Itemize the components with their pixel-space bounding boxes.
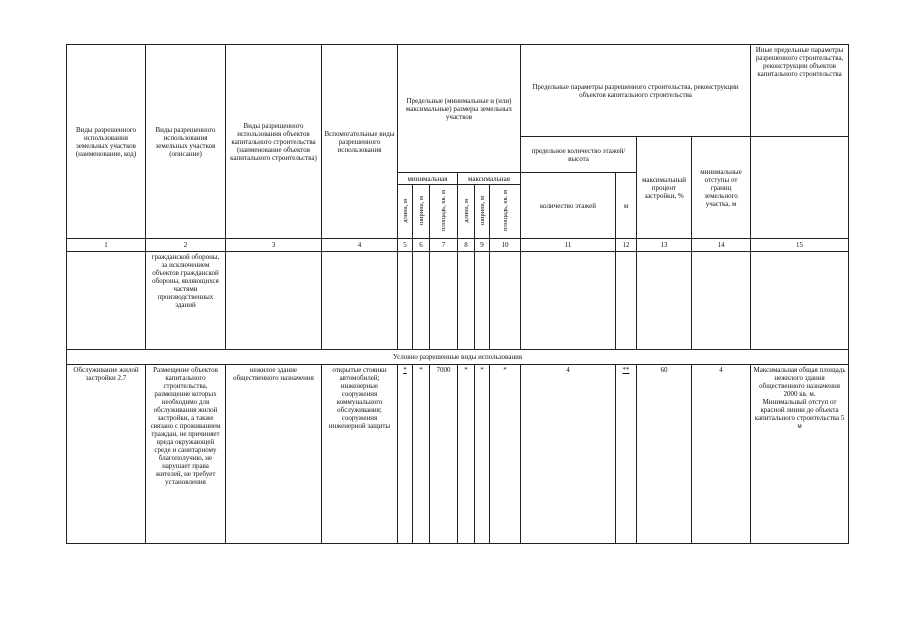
header-plot-sizes: Предельные (минимальные и (или) максимальные) размеры земельных участков: [398, 45, 521, 173]
row-height-m: **: [616, 365, 637, 544]
row-building-use: нежилое здание общественного назначения: [226, 365, 322, 544]
column-number: 6: [413, 239, 430, 252]
column-number: 4: [322, 239, 398, 252]
row-max-width: *: [475, 365, 490, 544]
header-max-length-cell: [458, 185, 475, 239]
row-land-use-type: Обслуживание жилой застройки 2.7: [67, 365, 146, 544]
row-floors-count: 4: [521, 365, 616, 544]
row-min-width: *: [413, 365, 430, 544]
row-min-length: *: [398, 365, 413, 544]
cell-empty: [751, 252, 849, 350]
column-number: 12: [616, 239, 637, 252]
header-min-area-cell: [430, 185, 458, 239]
header-meters: м: [616, 173, 637, 239]
cell-empty: [616, 252, 637, 350]
row-min-setback: 4: [692, 365, 751, 544]
cell-empty: [521, 252, 616, 350]
header-construction-params: Предельные параметры разрешенного строительства, реконструкции объектов капитального строительства: [521, 45, 751, 137]
header-other-empty: [751, 137, 849, 239]
cell-empty: [413, 252, 430, 350]
header-max-width: ширина, м: [478, 196, 486, 225]
header-maximal: максимальная: [458, 173, 521, 185]
header-max-area-cell: [490, 185, 521, 239]
column-number: 7: [430, 239, 458, 252]
cell-empty: [475, 252, 490, 350]
header-other-params: Иные предельные параметры разрешенного строительства, реконструкции объектов капитального строительства: [751, 45, 849, 137]
header-max-width-cell: [475, 185, 490, 239]
column-number: 2: [146, 239, 226, 252]
header-minimal: минимальная: [398, 173, 458, 185]
cell-empty: [398, 252, 413, 350]
continuation-description: гражданской обороны, за исключением объектов гражданской обороны, являющихся частями производственных зданий: [146, 252, 226, 350]
header-floors-count: количество этажей: [521, 173, 616, 239]
row-other-params: [751, 365, 849, 544]
column-number: 8: [458, 239, 475, 252]
column-number: 14: [692, 239, 751, 252]
table-row: [67, 365, 849, 544]
cell-empty: [458, 252, 475, 350]
section-title: Условно разрешенные виды использования: [67, 350, 849, 365]
column-number-row: [67, 239, 849, 252]
row-land-use-description: Размещение объектов капитального строительства, размещение которых необходимо для обслуживания жилой застройки, а также связано с проживанием граждан, не причиняет вреда окружающей среде и санитарному благополучию, не нарушает права жителей, не требует установления: [146, 365, 226, 544]
cell-empty: [226, 252, 322, 350]
header-min-width-cell: [413, 185, 430, 239]
header-min-area: площадь, кв. м: [440, 190, 447, 231]
column-number: 5: [398, 239, 413, 252]
header-land-use-description: Виды разрешенного использования земельных участков (описание): [146, 45, 226, 239]
row-max-area: *: [490, 365, 521, 544]
row-max-percent: 60: [637, 365, 692, 544]
header-floors-height: предельное количество этажей/высота: [521, 137, 637, 173]
column-number: 11: [521, 239, 616, 252]
header-auxiliary-uses: Вспомогательные виды разрешенного использования: [322, 45, 398, 239]
cell-empty: [67, 252, 146, 350]
header-min-width: ширина, м: [417, 196, 425, 225]
row-other-params-setback: Минимальный отступ от красной линии до объекта капитального строительства 5 м: [754, 398, 845, 430]
cell-empty: [692, 252, 751, 350]
column-number: 13: [637, 239, 692, 252]
column-number: 3: [226, 239, 322, 252]
header-max-area: площадь, кв. м: [501, 190, 509, 231]
header-max-percent: максимальный процент застройки, %: [637, 137, 692, 239]
cell-empty: [637, 252, 692, 350]
column-number: 1: [67, 239, 146, 252]
row-other-params-area: Максимальная общая площадь нежилого здания общественного назначения 2000 кв. м.: [753, 366, 846, 398]
continuation-row: [67, 252, 849, 350]
cell-empty: [322, 252, 398, 350]
header-land-use-types: Виды разрешенного использования земельных участков (наименование, код): [67, 45, 146, 239]
column-number: 15: [751, 239, 849, 252]
header-building-use-types: Виды разрешенного использования объектов капитального строительства (наименование объектов капитального строительства): [226, 45, 322, 239]
cell-empty: [430, 252, 458, 350]
column-number: 9: [475, 239, 490, 252]
regulations-table: [66, 44, 849, 544]
cell-empty: [490, 252, 521, 350]
row-min-area: 7000: [430, 365, 458, 544]
header-min-length: длина, м: [401, 198, 409, 223]
row-max-length: *: [458, 365, 475, 544]
column-number: 10: [490, 239, 521, 252]
header-min-setback: минимальные отступы от границ земельного участка, м: [692, 137, 751, 239]
header-min-length-cell: [398, 185, 413, 239]
row-auxiliary-uses: открытые стоянки автомобилей; инженерные сооружения коммунального обслуживания; сооружения инженерной защиты: [322, 365, 398, 544]
header-max-length: длина, м: [462, 198, 470, 223]
